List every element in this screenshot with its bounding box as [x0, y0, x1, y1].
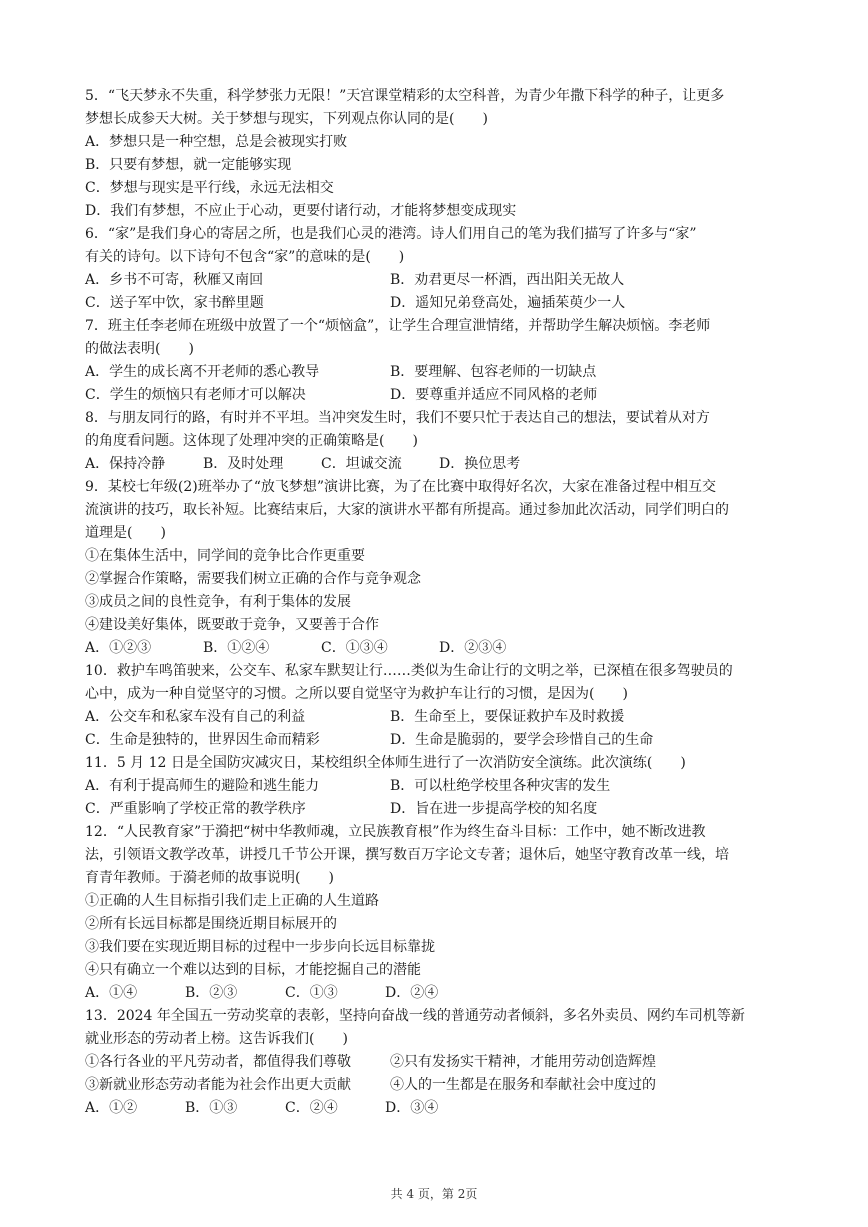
q12-stem-line-2: 法，引领语文教学改革，讲授几千节公开课，撰写数百万字论文专著；退休后，她坚守教育改革一线，培	[85, 847, 729, 863]
q11-option-d: D．旨在进一步提高学校的知名度	[390, 801, 598, 817]
q13-stem-line-1: 13．2024 年全国五一劳动奖章的表彰，坚持向奋战一线的普通劳动者倾斜，多名外卖员、网约车司机等新	[85, 1008, 745, 1024]
q7-stem-line-2: 的做法表明( )	[85, 341, 194, 357]
q6-stem-line-1: 6．“家”是我们身心的寄居之所，也是我们心灵的港湾。诗人们用自己的笔为我们描写了许多与“家”	[85, 226, 697, 242]
q8-options-row	[85, 454, 520, 474]
q9-stem-line-2: 流演讲的技巧，取长补短。比赛结束后，大家的演讲水平都有所提高。通过参加此次活动，同学们明白的	[85, 502, 729, 518]
q12-option-a: A．①④	[85, 985, 138, 1001]
q6-stem-line-2: 有关的诗句。以下诗句不包含“家”的意味的是( )	[85, 249, 405, 265]
q9-item-1: ①在集体生活中，同学间的竞争比合作更重要	[85, 548, 365, 564]
q5-stem-line-1: 5．“飞天梦永不失重，科学梦张力无限！”天宫课堂精彩的太空科普，为青少年撒下科学的种子，让更多	[85, 88, 725, 104]
q12-item-2: ②所有长远目标都是围绕近期目标展开的	[85, 916, 337, 932]
q12-stem-line-3: 育青年教师。于漪老师的故事说明( )	[85, 870, 334, 886]
q7-option-b: B．要理解、包容老师的一切缺点	[390, 364, 597, 380]
q12-item-1: ①正确的人生目标指引我们走上正确的人生道路	[85, 893, 379, 909]
q11-option-a: A．有利于提高师生的避险和逃生能力	[85, 778, 320, 794]
q13-stem-line-2: 就业形态的劳动者上榜。这告诉我们( )	[85, 1031, 348, 1047]
q9-option-b: B．①②④	[203, 640, 270, 656]
q10-option-a: A．公交车和私家车没有自己的利益	[85, 709, 306, 725]
q12-stem-line-1: 12．“人民教育家”于漪把“树中华教师魂，立民族教育根”作为终生奋斗目标：工作中，她不断改进教	[85, 824, 706, 840]
q11-option-c: C．严重影响了学校正常的教学秩序	[85, 801, 306, 817]
q9-stem-line-1: 9．某校七年级(2)班举办了“放飞梦想”演讲比赛，为了在比赛中取得好名次，大家在准备过程中相互交	[85, 479, 717, 495]
q13-option-b: B．①③	[185, 1100, 238, 1116]
q13-option-a: A．①②	[85, 1100, 138, 1116]
q8-option-d: D．换位思考	[439, 456, 521, 472]
q9-option-c: C．①③④	[321, 640, 388, 656]
q7-stem-line-1: 7．班主任李老师在班级中放置了一个“烦恼盒”，让学生合理宣泄情绪，并帮助学生解决烦恼。李老师	[85, 318, 711, 334]
q8-stem-line-1: 8．与朋友同行的路，有时并不平坦。当冲突发生时，我们不要只忙于表达自己的想法，要试着从对方	[85, 410, 710, 426]
q12-item-4: ④只有确立一个难以达到的目标，才能挖掘自己的潜能	[85, 962, 421, 978]
q9-option-d: D．②③④	[439, 640, 507, 656]
q8-option-a: A．保持冷静	[85, 456, 166, 472]
q6-option-d: D．遥知兄弟登高处，遍插茱萸少一人	[390, 295, 626, 311]
q9-item-4: ④建设美好集体，既要敢于竞争，又要善于合作	[85, 617, 379, 633]
q13-item-2: ②只有发扬实干精神，才能用劳动创造辉煌	[390, 1054, 656, 1070]
q10-option-d: D．生命是脆弱的，要学会珍惜自己的生命	[390, 732, 654, 748]
q12-option-b: B．②③	[185, 985, 238, 1001]
q13-options-row	[85, 1098, 438, 1118]
q11-option-b: B．可以杜绝学校里各种灾害的发生	[390, 778, 611, 794]
q6-option-c: C．送子军中饮，家书醉里题	[85, 295, 264, 311]
q7-option-c: C．学生的烦恼只有老师才可以解决	[85, 387, 306, 403]
q10-option-b: B．生命至上，要保证救护车及时救援	[390, 709, 625, 725]
q5-option-c: C．梦想与现实是平行线，永远无法相交	[85, 180, 334, 196]
q5-option-a: A．梦想只是一种空想，总是会被现实打败	[85, 134, 348, 150]
q8-option-c: C．坦诚交流	[321, 456, 402, 472]
q9-item-2: ②掌握合作策略，需要我们树立正确的合作与竞争观念	[85, 571, 421, 587]
q5-option-d: D．我们有梦想，不应止于心动，更要付诸行动，才能将梦想变成现实	[85, 203, 517, 219]
q6-option-b: B．劝君更尽一杯酒，西出阳关无故人	[390, 272, 625, 288]
q9-stem-line-3: 道理是( )	[85, 525, 166, 541]
q12-options-row	[85, 983, 438, 1003]
q12-item-3: ③我们要在实现近期目标的过程中一步步向长远目标靠拢	[85, 939, 435, 955]
q8-stem-line-2: 的角度看问题。这体现了处理冲突的正确策略是( )	[85, 433, 418, 449]
q13-option-c: C．②④	[285, 1100, 338, 1116]
q6-option-a: A．乡书不可寄，秋雁又南回	[85, 272, 264, 288]
q11-stem-line-1: 11．5 月 12 日是全国防灾减灾日，某校组织全体师生进行了一次消防安全演练。此次演练( )	[85, 755, 686, 771]
q9-options-row	[85, 638, 506, 658]
q10-stem-line-2: 心中，成为一种自觉坚守的习惯。之所以要自觉坚守为救护车让行的习惯，是因为( )	[85, 686, 628, 702]
q10-option-c: C．生命是独特的，世界因生命而精彩	[85, 732, 320, 748]
q7-option-a: A．学生的成长离不开老师的悉心教导	[85, 364, 320, 380]
q9-option-a: A．①②③	[85, 640, 152, 656]
q5-option-b: B．只要有梦想，就一定能够实现	[85, 157, 292, 173]
q10-stem-line-1: 10．救护车鸣笛驶来，公交车、私家车默契让行……类似为生命让行的文明之举，已深植在很多驾驶员的	[85, 663, 733, 679]
q9-item-3: ③成员之间的良性竞争，有利于集体的发展	[85, 594, 351, 610]
q12-option-d: D．②④	[385, 985, 439, 1001]
q12-option-c: C．①③	[285, 985, 338, 1001]
q7-option-d: D．要尊重并适应不同风格的老师	[390, 387, 598, 403]
page-number-footer: 共 4 页，第 2页	[390, 1187, 478, 1201]
q13-item-1: ①各行各业的平凡劳动者，都值得我们尊敬	[85, 1054, 351, 1070]
q5-stem-line-2: 梦想长成参天大树。关于梦想与现实，下列观点你认同的是( )	[85, 111, 488, 127]
q8-option-b: B．及时处理	[203, 456, 284, 472]
q13-option-d: D．③④	[385, 1100, 439, 1116]
q13-item-3: ③新就业形态劳动者能为社会作出更大贡献	[85, 1077, 351, 1093]
q13-item-4: ④人的一生都是在服务和奉献社会中度过的	[390, 1077, 656, 1093]
